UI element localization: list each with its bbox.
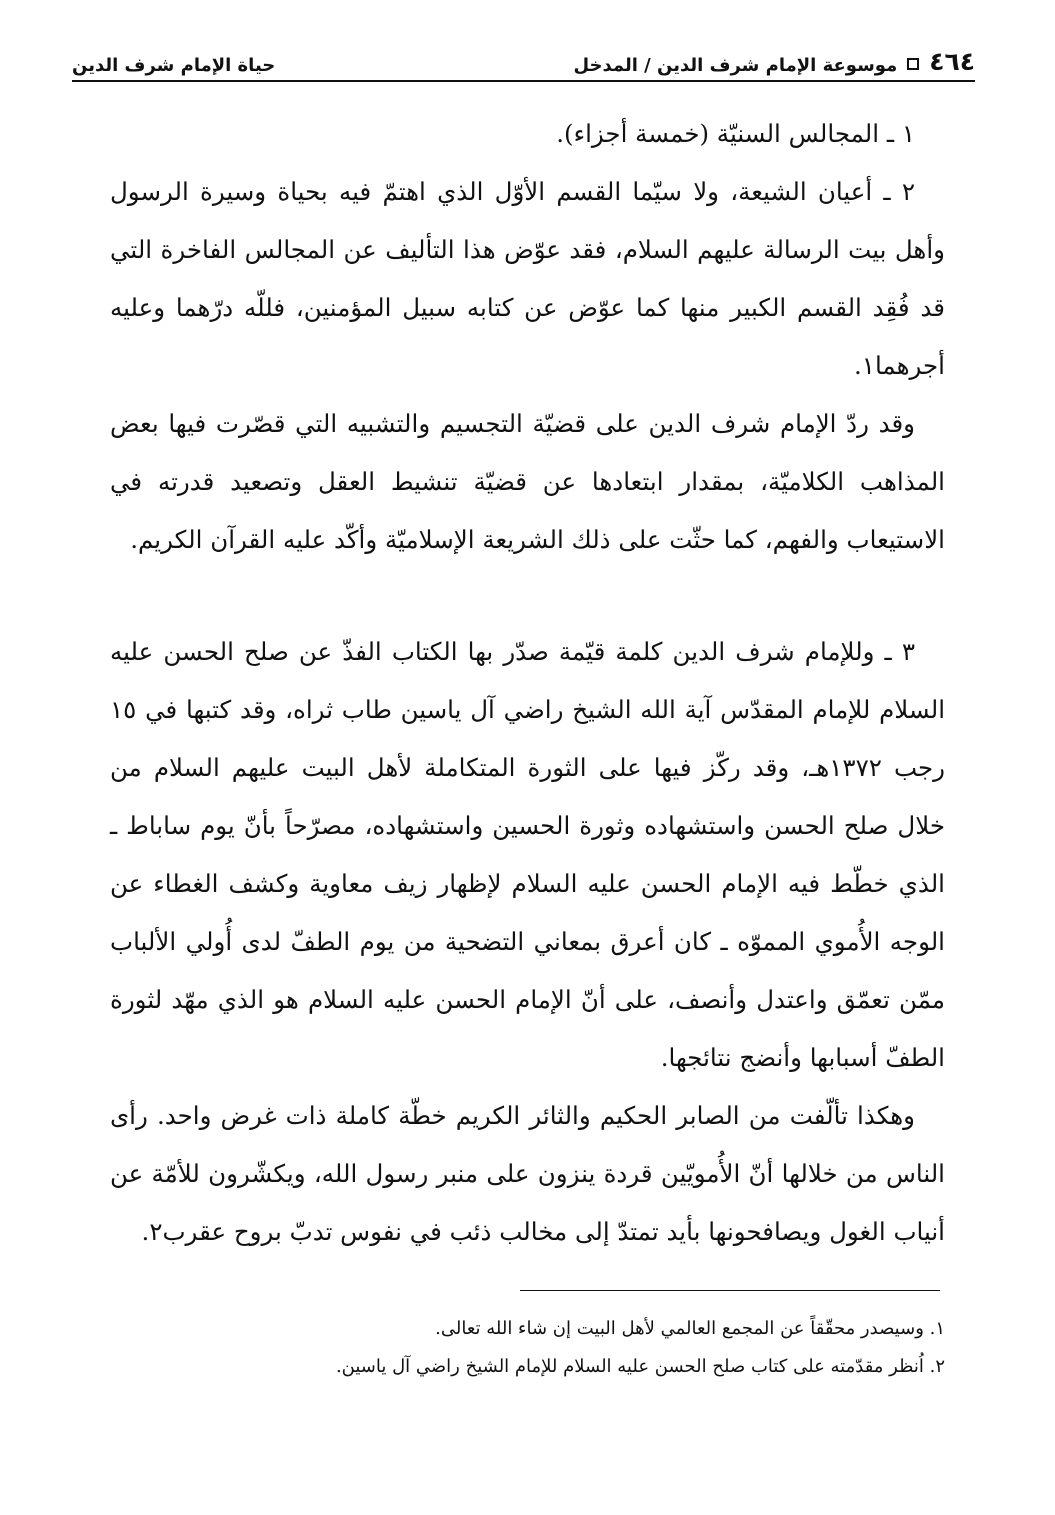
paragraph-conclusion: وهكذا تألّفت من الصابر الحكيم والثائر الكريم خطّة كاملة ذات غرض واحد. رأى الناس من خلالها أنّ الأُمويّين قردة ينزون على منبر رسول الله، ويكشّرون للأمّة عن أنياب الغول ويصافحونها بأيد تمتدّ إلى مخالب ذئب في نفوس تدبّ بروح عقرب٢. — [110, 1101, 945, 1246]
page-number: ٤٦٤ — [929, 47, 975, 76]
page-header — [72, 38, 975, 82]
header-book-title: حياة الإمام شرف الدين — [72, 55, 276, 76]
square-icon — [907, 58, 919, 70]
paragraph-item-3: ٣ ـ وللإمام شرف الدين كلمة قيّمة صدّر بها الكتاب الفذّ عن صلح الحسن عليه السلام للإمام المقدّس آية الله الشيخ راضي آل ياسين طاب ثراه، وقد كتبها في ١٥ رجب ١٣٧٢هـ، وقد ركّز فيها على الثورة المتكاملة لأهل البيت عليهم السلام من خلال صلح الحسن واستشهاده وثورة الحسين واستشهاده، مصرّحاً بأنّ يوم ساباط ـ الذي خطّط فيه الإمام الحسن عليه السلام لإظهار زيف معاوية وكشف الغطاء عن الوجه الأُموي المموّه ـ كان أعرق بمعاني التضحية من يوم الطفّ لدى أُولي الألباب ممّن تعمّق واعتدل وأنصف، على أنّ الإمام الحسن عليه السلام هو الذي مهّد لثورة الطفّ أسبابها وأنضج نتائجها. — [110, 637, 945, 1072]
paragraph-item-1: ١ ـ المجالس السنيّة (خمسة أجزاء). — [556, 119, 915, 148]
footnotes — [110, 1310, 945, 1386]
footnote-2: ٢. اُنظر مقدّمته على كتاب صلح الحسن عليه السلام للإمام الشيخ راضي آل ياسين. — [335, 1356, 945, 1377]
paragraph-item-2: ٢ ـ أعيان الشيعة، ولا سيّما القسم الأوّل الذي اهتمّ فيه بحياة وسيرة الرسول وأهل بيت الرسالة عليهم السلام، فقد عوّض هذا التأليف عن المجالس الفاخرة التي قد فُقِد القسم الكبير منها كما عوّض عن كتابه سبيل المؤمنين، فللّه درّهما وعليه أجرهما١. — [110, 177, 945, 380]
paragraph-refutation: وقد ردّ الإمام شرف الدين على قضيّة التجسيم والتشبيه التي قصّرت فيها بعض المذاهب الكلاميّة، بمقدار ابتعادها عن قضيّة تنشيط العقل وتصعيد قدرته في الاستيعاب والفهم، كما حثّت على ذلك الشريعة الإسلاميّة وأكّد عليه القرآن الكريم. — [110, 409, 945, 554]
footnote-divider — [520, 1290, 940, 1291]
main-text — [110, 105, 945, 1261]
footnote-1: ١. وسيصدر محقّقاً عن المجمع العالمي لأهل البيت إن شاء الله تعالى. — [435, 1318, 945, 1339]
header-right-group — [573, 47, 975, 76]
header-title: موسوعة الإمام شرف الدين / المدخل — [573, 55, 898, 76]
